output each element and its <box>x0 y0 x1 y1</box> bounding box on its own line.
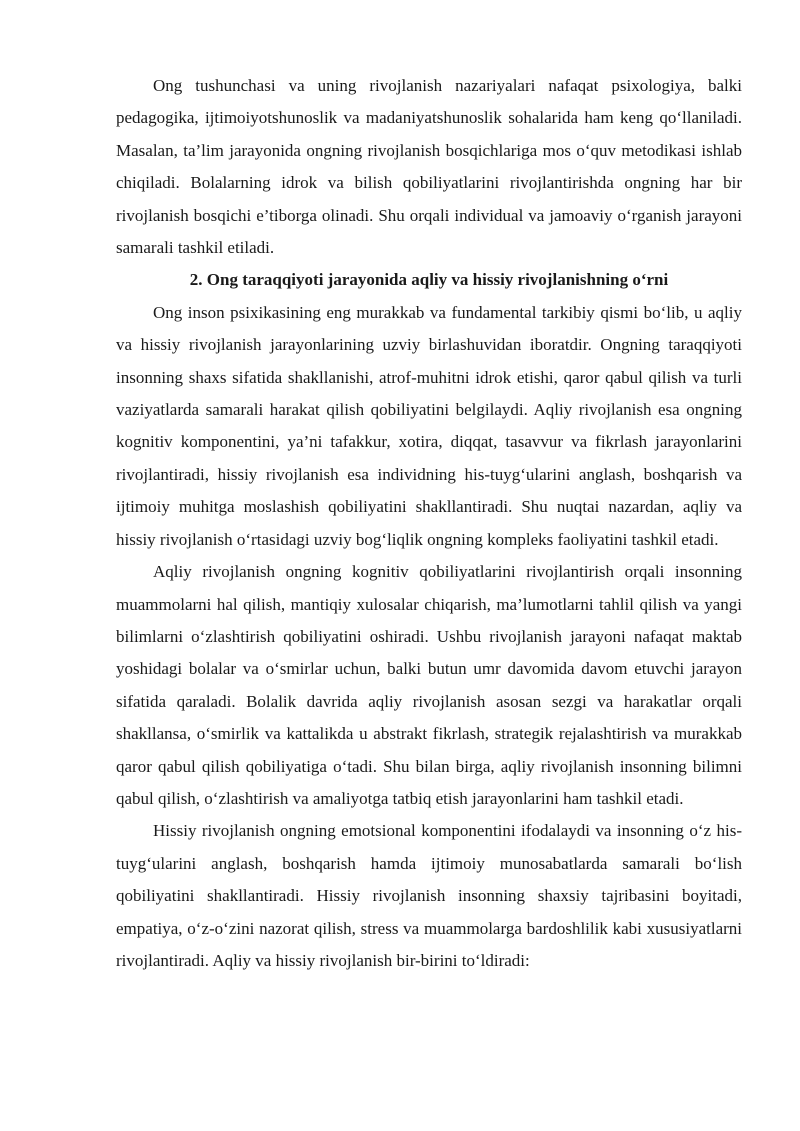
paragraph-3: Aqliy rivojlanish ongning kognitiv qobiliyatlarini rivojlantirish orqali insonning muammolarni hal qilish, mantiqiy xulosalar chiqarish, ma’lumotlarni tahlil qilish va yangi bilimlarni o‘zlashtirish qobiliyatini oshiradi. Ushbu rivojlanish jarayoni nafaqat maktab yoshidagi bolalar va o‘smirlar uchun, balki butun umr davomida davom etuvchi jarayon sifatida qaraladi. Bolalik davrida aqliy rivojlanish asosan sezgi va harakatlar orqali shakllansa, o‘smirlik va kattalikda u abstrakt fikrlash, strategik rejalashtirish va murakkab qaror qabul qilish qobiliyatiga o‘tadi. Shu bilan birga, aqliy rivojlanish insonning bilimni qabul qilish, o‘zlashtirish va amaliyotga tatbiq etish jarayonlarini ham tashkil etadi. <box>116 562 742 808</box>
paragraph-2: Ong inson psixikasining eng murakkab va fundamental tarkibiy qismi bo‘lib, u aqliy va hissiy rivojlanish jarayonlarining uzviy birlashuvidan iboratdir. Ongning taraqqiyoti insonning shaxs sifatida shakllanishi, atrof-muhitni idrok etishi, qaror qabul qilish va turli vaziyatlarda samarali harakat qilish qobiliyatini belgilaydi. Aqliy rivojlanish esa ongning kognitiv komponentini, ya’ni tafakkur, xotira, diqqat, tasavvur va fikrlash jarayonlarini rivojlantiradi, hissiy rivojlanish esa individning his-tuyg‘ularini anglash, boshqarish va ijtimoiy muhitga moslashish qobiliyatini shakllantiradi. Shu nuqtai nazardan, aqliy va hissiy rivojlanish o‘rtasidagi uzviy bog‘liqlik ongning kompleks faoliyatini tashkil etadi. <box>116 302 742 549</box>
paragraph-1: Ong tushunchasi va uning rivojlanish nazariyalari nafaqat psixologiya, balki pedagogika, ijtimoiyotshunoslik va madaniyatshunoslik sohalarida ham keng qo‘llaniladi. Masalan, ta’lim jarayonida ongning rivojlanish bosqichlariga mos o‘quv metodikasi ishlab chiqiladi. Bolalarning idrok va bilish qobiliyatlarini rivojlantirishda ongning har bir rivojlanish bosqichi e’tiborga olinadi. Shu orqali individual va jamoaviy o‘rganish jarayoni samarali tashkil etiladi. <box>116 76 742 258</box>
paragraph-4: Hissiy rivojlanish ongning emotsional komponentini ifodalaydi va insonning o‘z his-tuyg‘ularini anglash, boshqarish hamda ijtimoiy munosabatlarda samarali bo‘lish qobiliyatini shakllantiradi. Hissiy rivojlanish insonning shaxsiy tajribasini boyitadi, empatiya, o‘z-o‘zini nazorat qilish, stress va muammolarga bardoshlilik kabi xususiyatlarni rivojlantiradi. Aqliy va hissiy rivojlanish bir-birini to‘ldiradi: <box>116 821 742 970</box>
document-page <box>116 70 742 977</box>
section-heading: 2. Ong taraqqiyoti jarayonida aqliy va hissiy rivojlanishning o‘rni <box>189 270 669 290</box>
